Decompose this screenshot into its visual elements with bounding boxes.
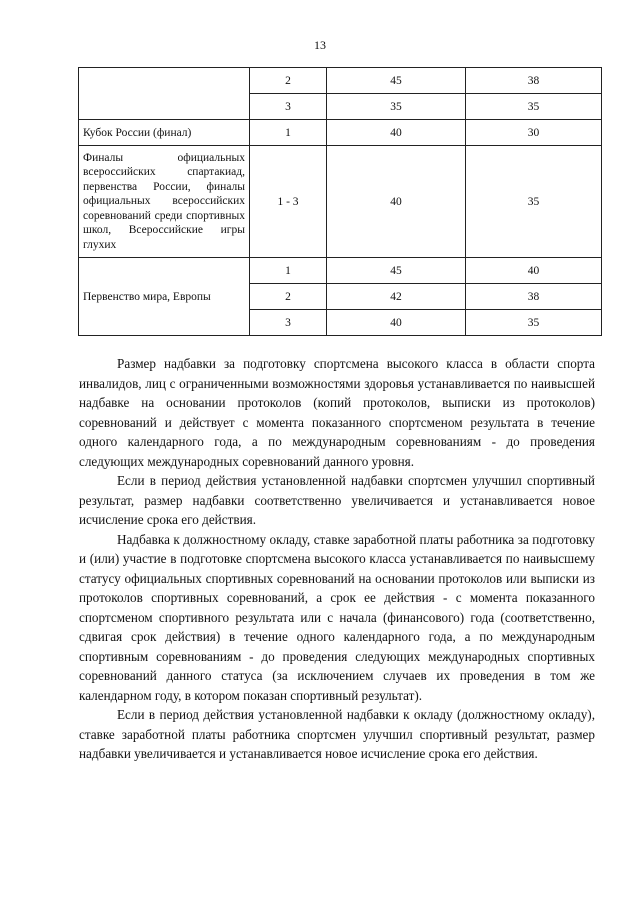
body-paragraph: Надбавка к должностному окладу, ставке заработной платы работника за подготовку и (или) участие в подготовке спортсмена высокого класса устанавливается по наивысшему статусу официальных спортивных соревнований на основании протоколов или выписки из протоколов спортивных соревнований, а срок ее действия - с момента показанного спортсменом спортивного результата или с начала (финансового) года (соответственно, сдвигая срок действия) в течение одного календарного года, а по международным спортивным соревнованиям - до проведения следующих международных спортивных соревнований данного статуса (за исключением случаев их проведения в том же календарном году, в котором показан спортивный результат). <box>79 531 595 703</box>
page-number: 13 <box>314 38 326 52</box>
table-cell-value: 40 <box>327 146 466 258</box>
table-cell-value: 35 <box>466 310 602 336</box>
table-row <box>79 146 602 258</box>
table-cell-value: 38 <box>466 68 602 94</box>
table-cell-name: Первенство мира, Европы <box>79 258 250 336</box>
table-cell-value: 45 <box>327 68 466 94</box>
table-cell-place: 1 <box>250 120 327 146</box>
table-cell-place: 3 <box>250 94 327 120</box>
table-cell-value: 40 <box>327 120 466 146</box>
table-cell-value: 35 <box>466 146 602 258</box>
table-cell-value: 35 <box>327 94 466 120</box>
document-body <box>79 354 595 764</box>
table-cell-value: 40 <box>466 258 602 284</box>
table-cell-name: Кубок России (финал) <box>79 120 250 146</box>
table-cell-place: 2 <box>250 68 327 94</box>
table-cell-value: 40 <box>327 310 466 336</box>
table-cell-name <box>79 68 250 120</box>
table-cell-place: 1 <box>250 258 327 284</box>
table-cell-value: 38 <box>466 284 602 310</box>
table-cell-value: 42 <box>327 284 466 310</box>
body-paragraph: Если в период действия установленной надбавки спортсмен улучшил спортивный результат, размер надбавки соответственно увеличивается и устанавливается новое исчисление срока его действия. <box>79 473 595 527</box>
table-cell-place: 3 <box>250 310 327 336</box>
table-row <box>79 68 602 94</box>
table-cell-place: 1 - 3 <box>250 146 327 258</box>
table-cell-place: 2 <box>250 284 327 310</box>
bonus-table <box>78 67 602 336</box>
table-cell-value: 35 <box>466 94 602 120</box>
body-paragraph: Если в период действия установленной надбавки к окладу (должностному окладу), ставке заработной платы работника спортсмен улучшил спортивный результат, размер надбавки увеличивается и устанавливается новое исчисление срока его действия. <box>79 707 595 761</box>
body-paragraph: Размер надбавки за подготовку спортсмена высокого класса в области спорта инвалидов, лиц с ограниченными возможностями здоровья устанавливается по наивысшей надбавке на основании протоколов (копий протоколов, выписки из протоколов) соревнований и действует с момента показанного спортсменом результата в течение одного календарного года, а по международным соревнованиям - до проведения следующих международных соревнований данного уровня. <box>79 356 595 469</box>
table-row <box>79 120 602 146</box>
table-cell-value: 45 <box>327 258 466 284</box>
table-cell-value: 30 <box>466 120 602 146</box>
table-row <box>79 258 602 284</box>
table-cell-name: Финалы официальных всероссийских спартакиад, первенства России, финалы официальных всероссийских соревнований среди спортивных школ, Всероссийские игры глухих <box>79 146 250 258</box>
